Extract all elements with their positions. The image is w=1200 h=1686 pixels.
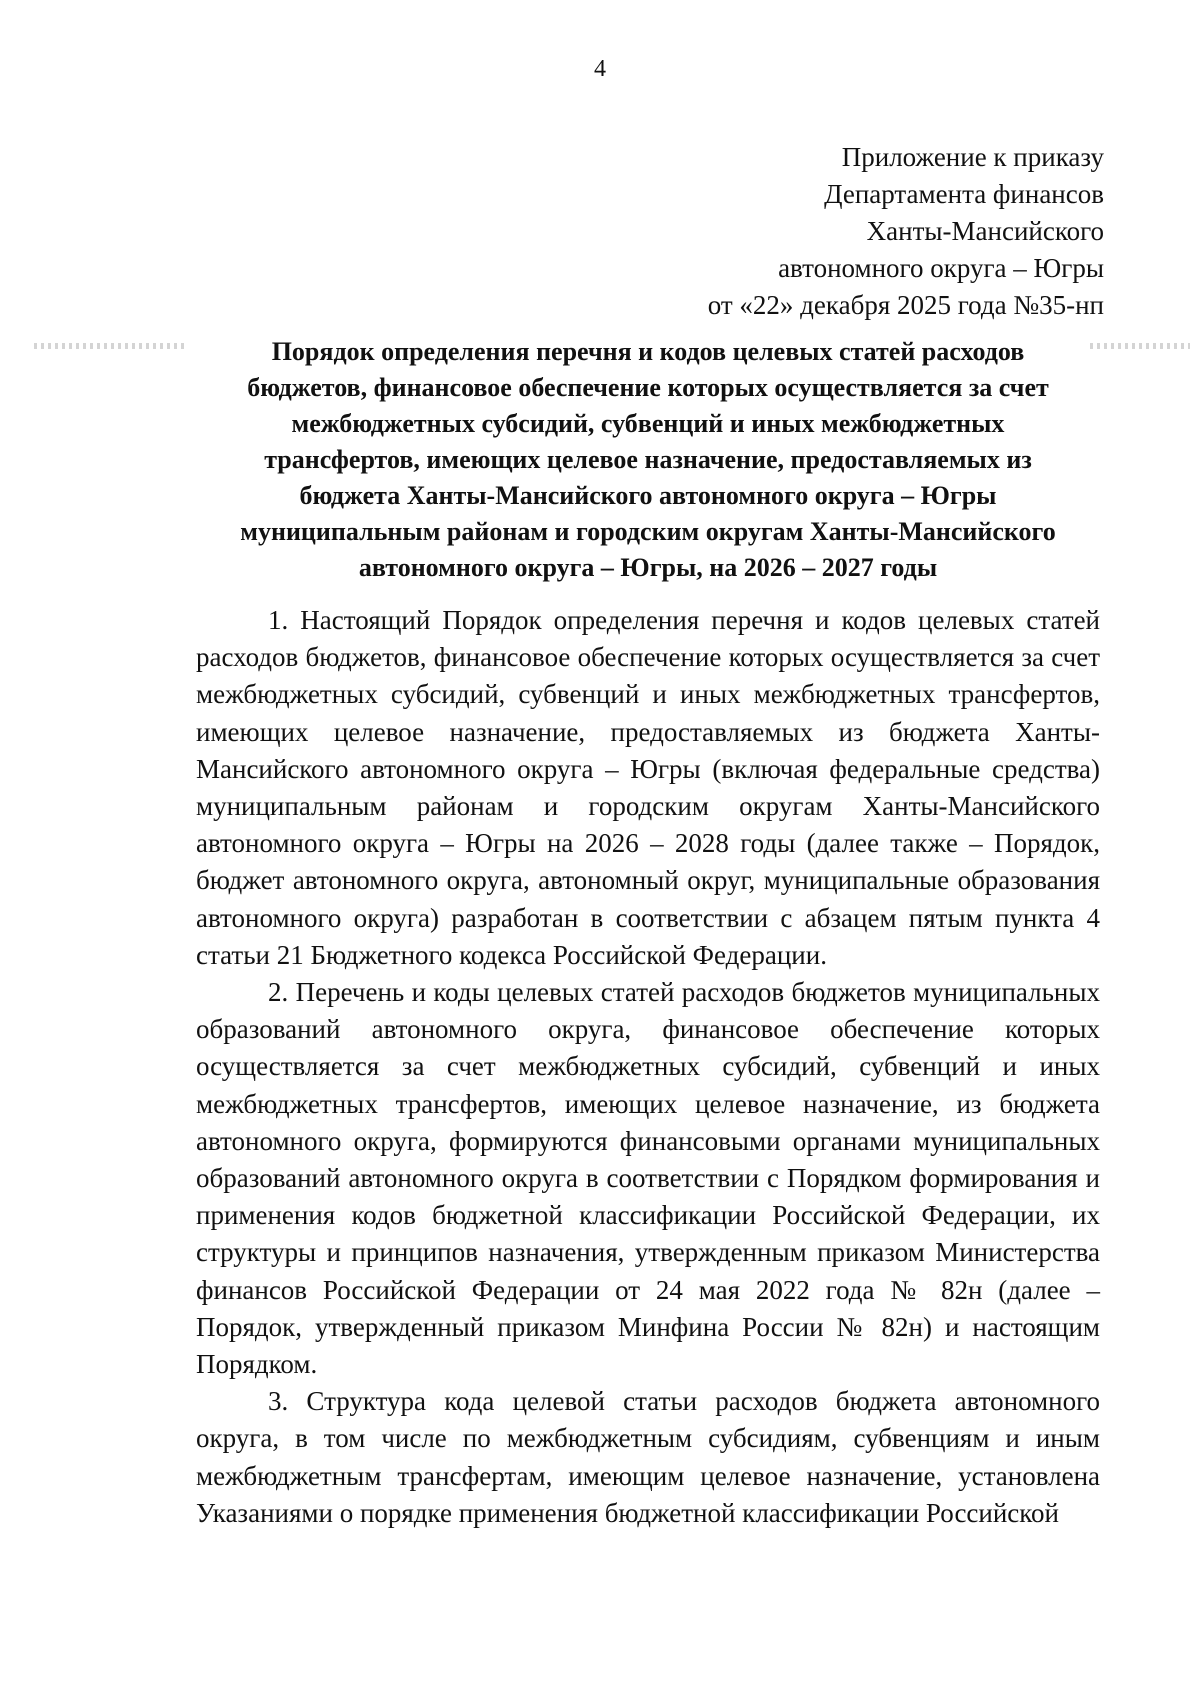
appendix-line: автономного округа – Югры (778, 253, 1104, 283)
page-number: 4 (594, 56, 606, 82)
scan-artifact (1090, 343, 1190, 349)
paragraph-3: 3. Структура кода целевой статьи расходов бюджета автономного округа, в том числе по межбюджетным субсидиям, субвенциям и иным межбюджетным трансфертам, имеющим целевое назначение, установлена Указаниями о порядке применения бюджетной классификации Российской (196, 1386, 1100, 1528)
title-line: бюджета Ханты-Мансийского автономного округа – Югры (299, 481, 997, 510)
title-line: муниципальным районам и городским округам Ханты-Мансийского (240, 517, 1056, 546)
title-line: бюджетов, финансовое обеспечение которых осуществляется за счет (247, 373, 1049, 402)
appendix-line: от «22» декабря 2025 года №35-нп (707, 290, 1104, 320)
title-line: Порядок определения перечня и кодов целевых статей расходов (271, 337, 1025, 366)
document-title (196, 334, 1100, 586)
paragraph-1: 1. Настоящий Порядок определения перечня и кодов целевых статей расходов бюджетов, финансовое обеспечение которых осуществляется за счет межбюджетных субсидий, субвенций и иных межбюджетных трансфертов, имеющих целевое назначение, предоставляемых из бюджета Ханты-Мансийского автономного округа – Югры (включая федеральные средства) муниципальным районам и городским округам Ханты-Мансийского автономного округа – Югры на 2026 – 2028 годы (далее также – Порядок, бюджет автономного округа, автономный округ, муниципальные образования автономного округа) разработан в соответствии с абзацем пятым пункта 4 статьи 21 Бюджетного кодекса Российской Федерации. (196, 605, 1100, 970)
title-line: автономного округа – Югры, на 2026 – 2027 годы (358, 553, 938, 582)
paragraph-2: 2. Перечень и коды целевых статей расходов бюджетов муниципальных образований автономного округа, финансовое обеспечение которых осуществляется за счет межбюджетных субсидий, субвенций и иных межбюджетных трансфертов, имеющих целевое назначение, из бюджета автономного округа, формируются финансовыми органами муниципальных образований автономного округа в соответствии с Порядком формирования и применения кодов бюджетной классификации Российской Федерации, их структуры и принципов назначения, утвержденным приказом Министерства финансов Российской Федерации от 24 мая 2022 года № 82н (далее – Порядок, утвержденный приказом Минфина России № 82н) и настоящим Порядком. (196, 977, 1100, 1380)
appendix-line: Приложение к приказу (841, 142, 1104, 172)
title-line: трансфертов, имеющих целевое назначение, предоставляемых из (264, 445, 1032, 474)
scan-artifact (34, 343, 184, 349)
title-line: межбюджетных субсидий, субвенций и иных межбюджетных (291, 409, 1005, 438)
appendix-line: Департамента финансов (824, 179, 1104, 209)
appendix-line: Ханты-Мансийского (866, 216, 1104, 246)
document-body (196, 602, 1100, 1532)
appendix-header (584, 139, 1104, 324)
